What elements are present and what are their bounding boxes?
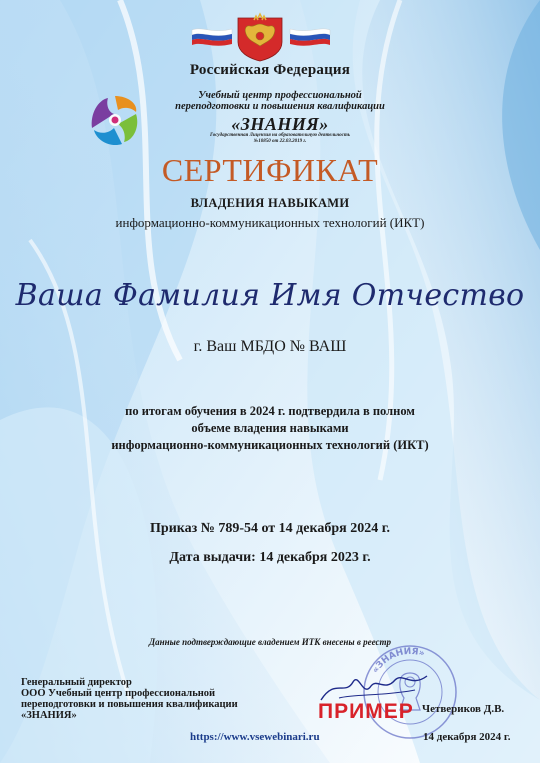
recipient-place: г. Ваш МБДО № ВАШ — [193, 338, 347, 355]
recipient-name: Ваша Фамилия Имя Отчество — [15, 278, 525, 313]
signer-name: Четвериков Д.В. — [422, 703, 505, 715]
license-info — [150, 133, 410, 145]
signature-date: 14 декабря 2024 г. — [423, 731, 511, 743]
org-line-1: Учебный центр профессиональной — [198, 90, 362, 101]
license-line-1: Государственная Лицензия на образовательную деятельность — [209, 133, 351, 138]
website-link[interactable]: https://www.vsewebinari.ru — [190, 731, 320, 743]
russian-flag-right-icon — [288, 26, 332, 46]
director-line-1: Генеральный директор — [21, 677, 132, 688]
country-name: Российская Федерация — [189, 62, 351, 78]
certificate-title: СЕРТИФИКАТ — [161, 152, 379, 188]
org-logo-icon — [88, 92, 142, 148]
license-line-2: №10850 от 22.03.2019 г. — [253, 139, 307, 144]
order-number: Приказ № 789-54 от 14 декабря 2024 г. — [150, 521, 390, 536]
director-line-4: «ЗНАНИЯ» — [21, 710, 77, 721]
org-description — [150, 90, 410, 112]
coat-of-arms-icon — [232, 12, 288, 62]
director-info — [21, 677, 281, 721]
director-line-2: ООО Учебный центр профессиональной — [21, 688, 216, 699]
certificate-skill-subtitle: информационно-коммуникационных технологий (ИКТ) — [115, 215, 425, 230]
issue-date: Дата выдачи: 14 декабря 2023 г. — [169, 550, 371, 565]
certificate-skill: ВЛАДЕНИЯ НАВЫКАМИ — [190, 196, 350, 210]
result-line-1: по итогам обучения в 2024 г. подтвердила в полном — [125, 404, 415, 418]
org-line-2: переподготовки и повышения квалификации — [175, 101, 385, 112]
russian-flag-left-icon — [190, 26, 234, 46]
result-line-2: объеме владения навыками — [191, 421, 349, 435]
stamp-ring-text: «ЗНАНИЯ» — [370, 646, 426, 676]
director-line-3: переподготовки и повышения квалификации — [21, 699, 238, 710]
result-text — [40, 403, 500, 454]
result-line-3: информационно-коммуникационных технологий (ИКТ) — [111, 438, 429, 452]
registry-note: Данные подтверждающие владением ИТК внесены в реестр — [148, 637, 392, 647]
sample-watermark: ПРИМЕР — [318, 700, 414, 723]
org-name: «ЗНАНИЯ» — [231, 114, 329, 134]
